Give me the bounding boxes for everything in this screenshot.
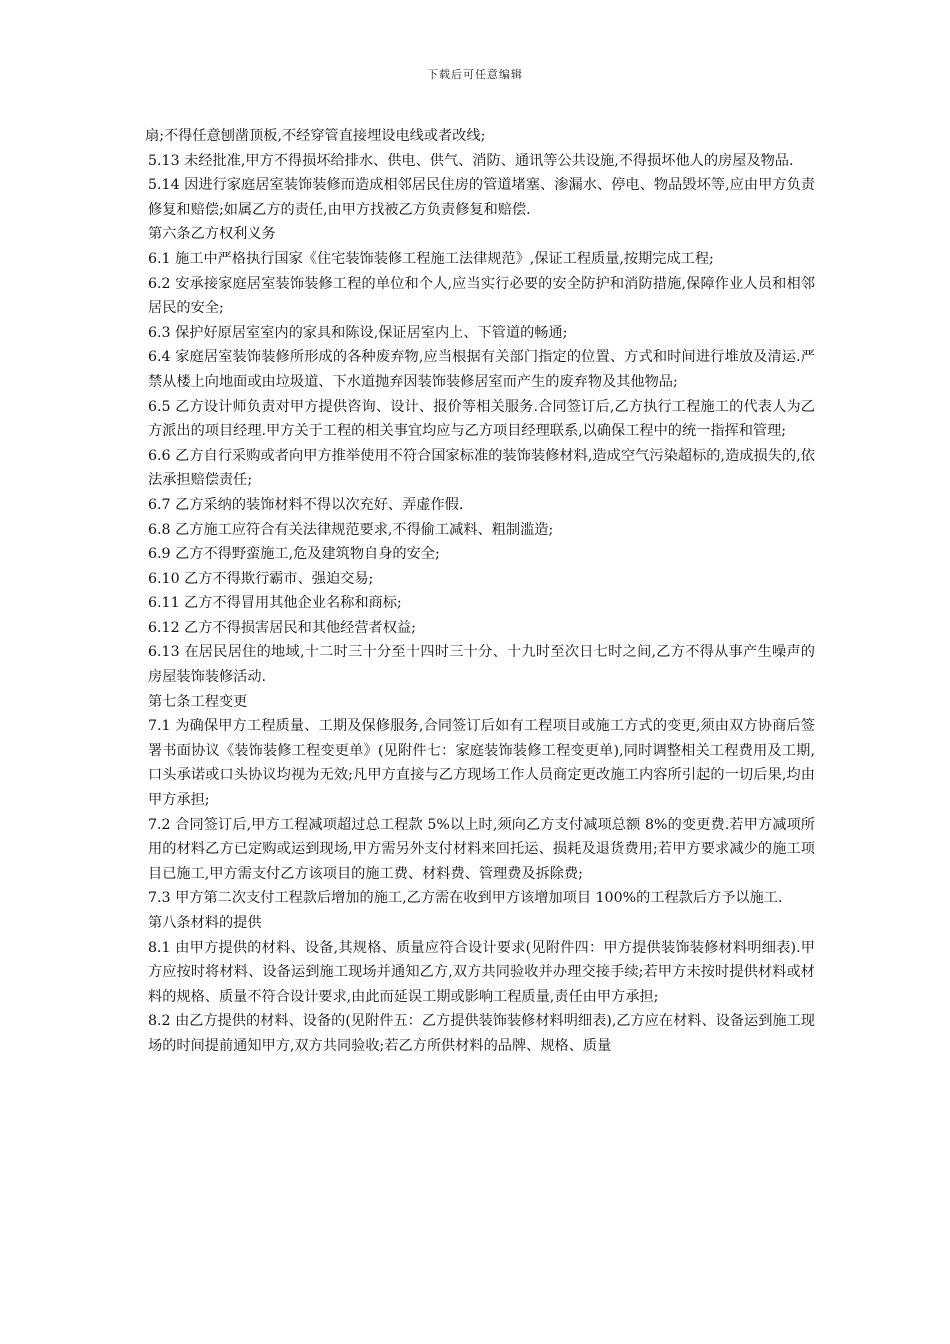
paragraph: 6.3 保护好原居室室内的家具和陈设,保证居室内上、下管道的畅通;	[148, 324, 568, 341]
paragraph: 6.2 安承接家庭居室装饰装修工程的单位和个人,应当实行必要的安全防护和消防措施,保障作业人员和相邻居民的安全;	[148, 275, 815, 317]
paragraph: 6.10 乙方不得欺行霸市、强迫交易;	[148, 570, 374, 587]
paragraph: 6.12 乙方不得损害居民和其他经营者权益;	[148, 619, 416, 636]
section-heading: 第八条材料的提供	[148, 915, 262, 931]
paragraph: 5.14 因进行家庭居室装饰装修而造成相邻居民住房的管道堵塞、渗漏水、停电、物品毁坏等,应由甲方负责修复和赔偿;如属乙方的责任,由甲方找被乙方负责修复和赔偿.	[148, 177, 815, 218]
section-heading: 第七条工程变更	[148, 693, 248, 710]
paragraph: 6.4 家庭居室装饰装修所形成的各种废弃物,应当根据有关部门指定的位置、方式和时间进行堆放及清运.严禁从楼上向地面或由垃圾道、下水道抛弃因装饰装修居室而产生的废弃物及其他物品;	[148, 349, 815, 390]
page-header: 下载后可任意编辑	[427, 68, 523, 81]
paragraph: 6.5 乙方设计师负责对甲方提供咨询、设计、报价等相关服务.合同签订后,乙方执行工程施工的代表人为乙方派出的项目经理.甲方关于工程的相关事宜均应与乙方项目经理联系,以确保工程中的统一指挥和管理;	[148, 398, 815, 440]
paragraph: 6.6 乙方自行采购或者向甲方推举使用不符合国家标准的装饰装修材料,造成空气污染超标的,造成损失的,依法承担赔偿责任;	[148, 447, 815, 489]
paragraph: 6.7 乙方采纳的装饰材料不得以次充好、弄虚作假.	[148, 496, 464, 513]
paragraph: 6.8 乙方施工应符合有关法律规范要求,不得偷工减料、粗制滥造;	[148, 521, 554, 538]
paragraph: 7.3 甲方第二次支付工程款后增加的施工,乙方需在收到甲方该增加项目 100%的工程款后方予以施工.	[148, 890, 783, 907]
paragraph: 扇;不得任意刨凿顶板,不经穿管直接埋设电线或者改线;	[145, 128, 486, 144]
paragraph: 6.9 乙方不得野蛮施工,危及建筑物自身的安全;	[148, 546, 440, 563]
paragraph: 7.2 合同签订后,甲方工程减项超过总工程款 5%以上时,须向乙方支付减项总额 8%的变更费.若甲方减项所用的材料乙方已定购或运到现场,甲方需另外支付材料来回托运、损耗及退货费用;若甲方要求减少的施工项目已施工,甲方需支付乙方该项目的施工费、材料费、管理费及拆除费;	[148, 816, 815, 882]
paragraph: 7.1 为确保甲方工程质量、工期及保修服务,合同签订后如有工程项目或施工方式的变更,须由双方协商后签署书面协议《装饰装修工程变更单》(见附件七：家庭装饰装修工程变更单),同时调整相关工程费用及工期,口头承诺或口头协议均视为无效;凡甲方直接与乙方现场工作人员商定更改施工内容所引起的一切后果,均由甲方承担;	[148, 718, 815, 809]
paragraph: 8.1 由甲方提供的材料、设备,其规格、质量应符合设计要求(见附件四：甲方提供装饰装修材料明细表).甲方应按时将材料、设备运到施工现场并通知乙方,双方共同验收并办理交接手续;若甲方未按时提供材料或材料的规格、质量不符合设计要求,由此而延误工期或影响工程质量,责任由甲方承担;	[148, 939, 815, 1005]
paragraph: 5.13 未经批准,甲方不得损坏给排水、供电、供气、消防、通讯等公共设施,不得损坏他人的房屋及物品.	[148, 152, 794, 169]
paragraph: 6.13 在居民居住的地域,十二时三十分至十四时三十分、十九时至次日七时之间,乙方不得从事产生噪声的房屋装饰装修活动.	[148, 644, 815, 686]
paragraph: 6.11 乙方不得冒用其他企业名称和商标;	[148, 595, 402, 612]
paragraph: 8.2 由乙方提供的材料、设备的(见附件五：乙方提供装饰装修材料明细表),乙方应在材料、设备运到施工现场的时间提前通知甲方,双方共同验收;若乙方所供材料的品牌、规格、质量	[148, 1013, 815, 1054]
document-body	[145, 124, 815, 1059]
section-heading: 第六条乙方权利义务	[148, 226, 276, 243]
paragraph: 6.1 施工中严格执行国家《住宅装饰装修工程施工法律规范》,保证工程质量,按期完成工程;	[148, 250, 714, 267]
